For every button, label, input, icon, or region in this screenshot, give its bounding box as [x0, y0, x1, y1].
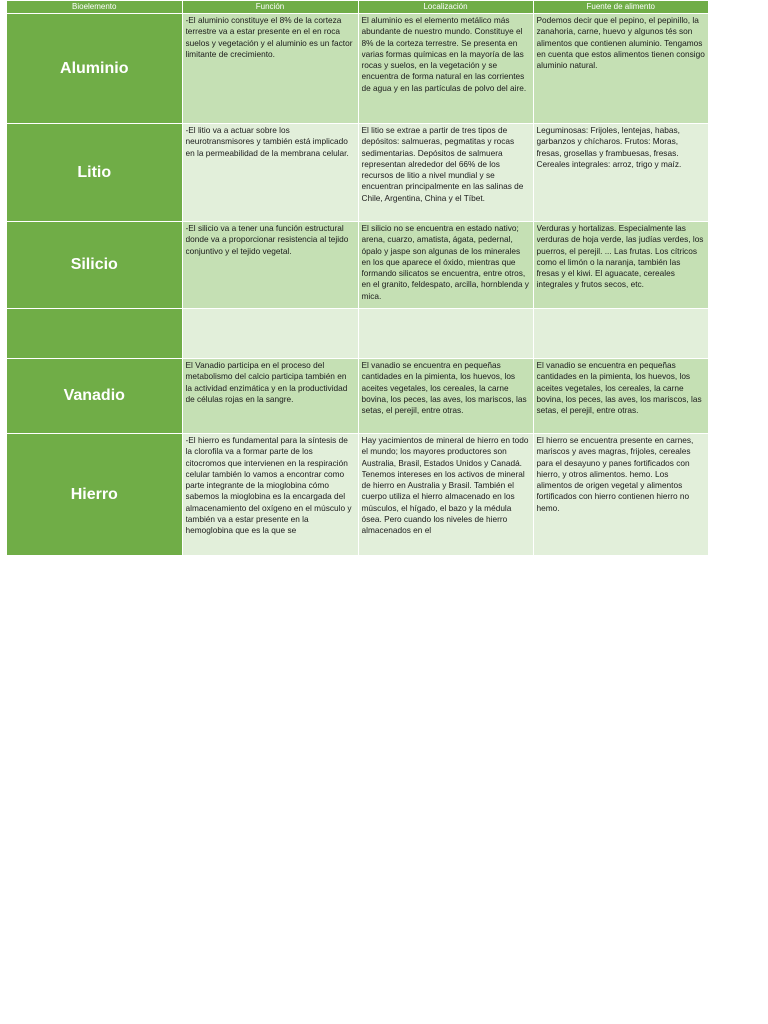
table-row-silicio	[7, 222, 708, 309]
cell-text: El Vanadio participa en el proceso del metabolismo del calcio participa también en la actividad enzimática y en la productividad de células rojas en la sangre.	[185, 360, 348, 404]
cell-text: El vanadio se encuentra en pequeñas cantidades en la pimienta, los huevos, los aceites vegetales, los cereales, la carne bovina, los peces, las aves, los mariscos, las setas, el perejil, entre otras.	[536, 360, 702, 416]
funcion-cell	[182, 434, 358, 555]
row-name-cell: Vanadio	[7, 359, 182, 434]
cell-text: -El litio va a actuar sobre los neurotransmisores y también está implicado en la permeabilidad de la membrana celular.	[185, 125, 349, 158]
funcion-cell	[182, 359, 358, 434]
table-row-aluminio	[7, 14, 708, 124]
cell-text: -El aluminio constituye el 8% de la corteza terrestre va a estar presente en el en roca suelos y vegetación y el aluminio es un factor limitante de crecimiento.	[185, 15, 353, 59]
funcion-cell	[182, 14, 358, 124]
row-name-cell: Silicio	[7, 222, 182, 309]
localizacion-cell	[358, 359, 533, 434]
header-bioelemento: Bioelemento	[7, 1, 182, 14]
header-row	[7, 1, 708, 14]
fuente-cell	[533, 309, 708, 359]
cell-text: Podemos decir que el pepino, el pepinillo, la zanahoria, carne, huevo y algunos tés son alimentos que contienen aluminio. Tengamos en cuenta que estos alimentos tienen consigo aluminio natural.	[536, 15, 705, 71]
fuente-cell	[533, 359, 708, 434]
row-name-cell	[7, 309, 182, 359]
fuente-cell	[533, 124, 708, 222]
bioelements-table	[7, 1, 708, 555]
table-row-hierro	[7, 434, 708, 555]
row-name-cell: Aluminio	[7, 14, 182, 124]
table-row-litio	[7, 124, 708, 222]
cell-text: El litio se extrae a partir de tres tipos de depósitos: salmueras, pegmatitas y rocas sedimentarias. Depósitos de salmuera representan alrededor del 66% de los recursos de litio a nivel mundial y se encuentran principalmente en las salinas de Chile, Argentina, China y el Tíbet.	[361, 125, 524, 203]
cell-text: -El silicio va a tener una función estructural donde va a proporcionar resistencia al tejido conjuntivo y el tejido vegetal.	[185, 223, 349, 256]
cell-text: El hierro se encuentra presente en carnes, mariscos y aves magras, frijoles, cereales para el desayuno y panes fortificados con hierro, y otros alimentos. hemo. Los alimentos de origen vegetal y alimentos fortificados con hierro contienen hierro no hemo.	[536, 435, 694, 513]
header-funcion: Función	[182, 1, 358, 14]
localizacion-cell	[358, 222, 533, 309]
funcion-cell	[182, 309, 358, 359]
localizacion-cell	[358, 434, 533, 555]
cell-text: El aluminio es el elemento metálico más abundante de nuestro mundo. Constituye el 8% de la corteza terrestre. Se presenta en varias formas químicas en la mayoría de las rocas y suelos, en la vegetación y se encuentra de forma natural en las corrientes de agua y en las partículas de polvo del aire.	[361, 15, 527, 93]
cell-text: -El hierro es fundamental para la síntesis de la clorofila va a formar parte de los citocromos que intervienen en la respiración celular también lo vamos a encontrar como parte integrante de la mioglobina cómo sabemos la mioglobina es la encargada del almacenamiento del oxígeno en el músculo y también va a estar presente en la hemoglobina que es la que se	[185, 435, 352, 536]
row-name-cell: Litio	[7, 124, 182, 222]
localizacion-cell	[358, 124, 533, 222]
header-localizacion: Localización	[358, 1, 533, 14]
cell-text: El vanadio se encuentra en pequeñas cantidades en la pimienta, los huevos, los aceites vegetales, los cereales, la carne bovina, los peces, las aves, los mariscos, las setas, el perejil, entre otras.	[361, 360, 527, 416]
cell-text: Verduras y hortalizas. Especialmente las verduras de hoja verde, las judías verdes, los puerros, el perejil. ... Las frutas. Los cítricos como el limón o la naranja, también las fresas y el kiwi. El aguacate, cereales integrales y frutos secos, etc.	[536, 223, 704, 290]
row-name-cell: Hierro	[7, 434, 182, 555]
fuente-cell	[533, 222, 708, 309]
fuente-cell	[533, 434, 708, 555]
localizacion-cell	[358, 309, 533, 359]
table-row-vanadio	[7, 359, 708, 434]
localizacion-cell	[358, 14, 533, 124]
header-fuente: Fuente de alimento	[533, 1, 708, 14]
funcion-cell	[182, 222, 358, 309]
cell-text: Leguminosas: Frijoles, lentejas, habas, garbanzos y chícharos. Frutos: Moras, fresas, grosellas y frambuesas, fresas. Cereales integrales: arroz, trigo y maíz.	[536, 125, 682, 169]
fuente-cell	[533, 14, 708, 124]
cell-text: El silicio no se encuentra en estado nativo; arena, cuarzo, amatista, ágata, pedernal, ópalo y jaspe son algunas de los minerales en los que aparece el óxido, mientras que formando silicatos se encuentra, entre otros, en el granito, feldespato, arcilla, hornblenda y mica.	[361, 223, 529, 301]
funcion-cell	[182, 124, 358, 222]
cell-text: Hay yacimientos de mineral de hierro en todo el mundo; los mayores productores son Australia, Brasil, Estados Unidos y Canadá. Tenemos intereses en los activos de mineral de hierro en Australia y Brasil. También el cuerpo utiliza el hierro almacenado en los músculos, el hígado, el bazo y la médula ósea. Pero cuando los niveles de hierro almacenados en el	[361, 435, 529, 536]
table-row-empty	[7, 309, 708, 359]
